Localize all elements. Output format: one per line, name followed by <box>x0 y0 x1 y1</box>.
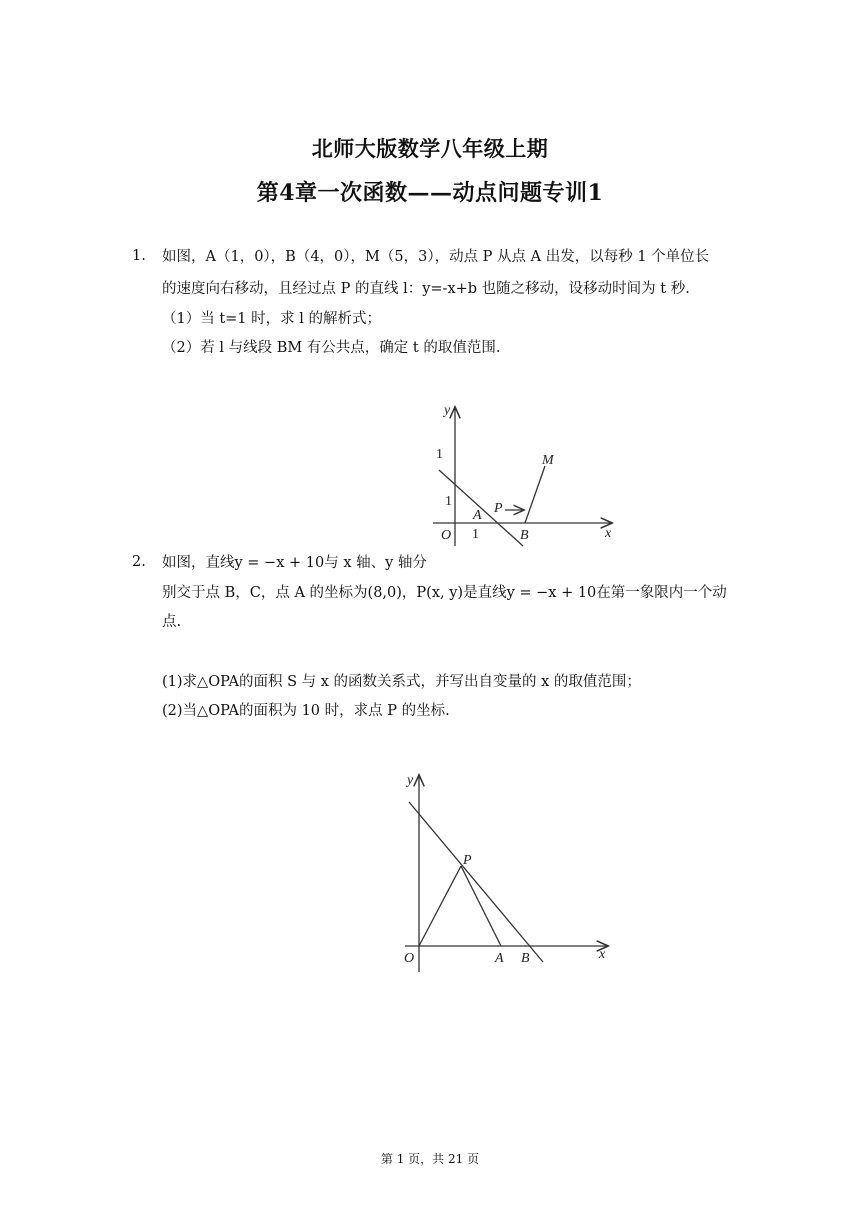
question-2-line-1: 如图，直线y = −x + 10与 x 轴、y 轴分 <box>162 555 427 571</box>
q1-label-1-x: 1 <box>472 527 479 542</box>
q2-label-a: A <box>495 951 504 966</box>
q1-label-y: y <box>444 403 451 418</box>
page-footer: 第 1 页，共 21 页 <box>380 1152 480 1166</box>
question-2-part-2: (2)当△OPA的面积为 10 时，求点 P 的坐标. <box>162 703 450 719</box>
question-2-line-3: 点. <box>162 614 182 630</box>
question-1-line-2: 的速度向右移动，且经过点 P 的直线 l：y=-x+b 也随之移动，设移动时间为 t 秒. <box>162 281 690 297</box>
question-1-line-1: 如图，A（1，0），B（4，0），M（5，3），动点 P 从点 A 出发，以每秒 1 个单位长 <box>162 249 710 265</box>
q2-label-y: y <box>407 773 414 788</box>
question-2-number: 2. <box>132 554 146 570</box>
q2-line-bc <box>409 802 543 962</box>
q1-label-x: x <box>605 526 612 541</box>
question-1-figure <box>425 398 625 548</box>
q2-segment-op <box>419 866 461 946</box>
q2-label-p: P <box>463 853 472 868</box>
question-2-figure <box>395 768 620 973</box>
q1-label-a: A <box>473 508 482 523</box>
q1-label-1-top: 1 <box>436 447 443 462</box>
question-1-part-1: （1）当 t=1 时，求 l 的解析式； <box>162 311 381 327</box>
q1-label-b: B <box>520 528 529 543</box>
q2-label-x: x <box>599 947 606 962</box>
document-title: 北师大版数学八年级上期 <box>311 136 549 161</box>
q1-segment-bm <box>525 466 545 523</box>
q2-label-o: O <box>404 951 415 966</box>
q2-label-b: B <box>521 951 530 966</box>
q1-label-o: O <box>441 528 452 543</box>
q1-label-p: P <box>494 501 503 516</box>
q1-label-1-y: 1 <box>445 494 452 509</box>
document-subtitle: 第4章一次函数——动点问题专训1 <box>256 180 604 206</box>
question-1-part-2: （2）若 l 与线段 BM 有公共点，确定 t 的取值范围. <box>162 340 501 356</box>
q2-segment-pa <box>461 866 501 946</box>
question-2-line-2: 别交于点 B，C，点 A 的坐标为(8,0)，P(x, y)是直线y = −x + 10在第一象限内一个动 <box>162 585 727 601</box>
q1-label-m: M <box>542 453 554 468</box>
question-2-part-1: (1)求△OPA的面积 S 与 x 的函数关系式，并写出自变量的 x 的取值范围； <box>162 674 641 690</box>
question-1-number: 1. <box>132 248 146 264</box>
